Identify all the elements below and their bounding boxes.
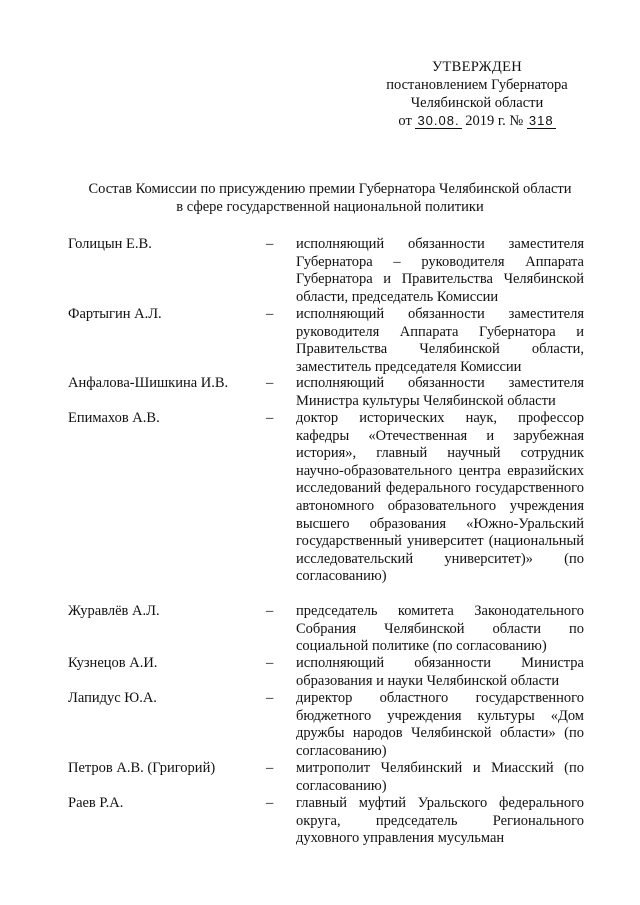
date-prefix: от (398, 113, 412, 129)
approval-heading: УТВЕРЖДЕН (431, 59, 523, 75)
member-name: Епимахов А.В. (68, 410, 160, 426)
member-name: Голицын Е.В. (68, 236, 152, 252)
approval-year: 2019 г. № (465, 113, 524, 129)
approval-number: 318 (528, 113, 554, 128)
member-dash: – (266, 375, 274, 391)
member-name: Лапидус Ю.А. (68, 690, 157, 706)
member-description: исполняющий обязанности заместителя Губернатора – руководителя Аппарата Губернатора и Правительства Челябинской области, председатель Комиссии (296, 236, 584, 305)
member-dash: – (266, 655, 274, 671)
title-line-2: в сфере государственной национальной политики (176, 199, 484, 215)
member-description: исполняющий обязанности заместителя руководителя Аппарата Губернатора и Правительства Челябинской области, заместитель председателя Комиссии (296, 306, 584, 375)
member-name: Кузнецов А.И. (68, 655, 158, 671)
member-name: Анфалова-Шишкина И.В. (68, 375, 229, 391)
member-name: Раев Р.А. (68, 795, 124, 811)
approval-block (372, 58, 582, 130)
member-description: директор областного государственного бюджетного учреждения культуры «Дом дружбы народов Челябинской области» (по согласованию) (296, 690, 584, 759)
member-name: Петров А.В. (Григорий) (68, 760, 216, 776)
member-dash: – (266, 690, 274, 706)
member-description: доктор исторических наук, профессор кафедры «Отечественная и зарубежная история», главный научный сотрудник научно-образовательного центра евразийских исследований федерального государственного автономного образовательного учреждения высшего образования «Южно-Уральский государственный университет (национальный исследовательский университет)» (по согласованию) (296, 410, 584, 585)
approval-line-1: постановлением Губернатора (386, 77, 568, 93)
title-line-1: Состав Комиссии по присуждению премии Губернатора Челябинской области (88, 181, 572, 197)
member-dash: – (266, 760, 274, 776)
member-description: митрополит Челябинский и Миасский (по согласованию) (296, 760, 584, 794)
member-dash: – (266, 795, 274, 811)
member-description: исполняющий обязанности Министра образования и науки Челябинской области (296, 655, 584, 689)
member-description: председатель комитета Законодательного Собрания Челябинской области по социальной политике (по согласованию) (296, 603, 584, 655)
member-description: главный муфтий Уральского федерального округа, председатель Регионального духовного управления мусульман (296, 795, 584, 847)
member-dash: – (266, 236, 274, 252)
approval-line-2: Челябинской области (410, 95, 544, 111)
member-dash: – (266, 410, 274, 426)
member-dash: – (266, 603, 274, 619)
approval-date: 30.08. (417, 113, 460, 128)
member-description: исполняющий обязанности заместителя Министра культуры Челябинской области (296, 375, 584, 409)
member-name: Фартыгин А.Л. (68, 306, 162, 322)
member-name: Журавлёв А.Л. (68, 603, 160, 619)
member-dash: – (266, 306, 274, 322)
approval-date-line (372, 112, 582, 130)
document-title (60, 180, 600, 216)
